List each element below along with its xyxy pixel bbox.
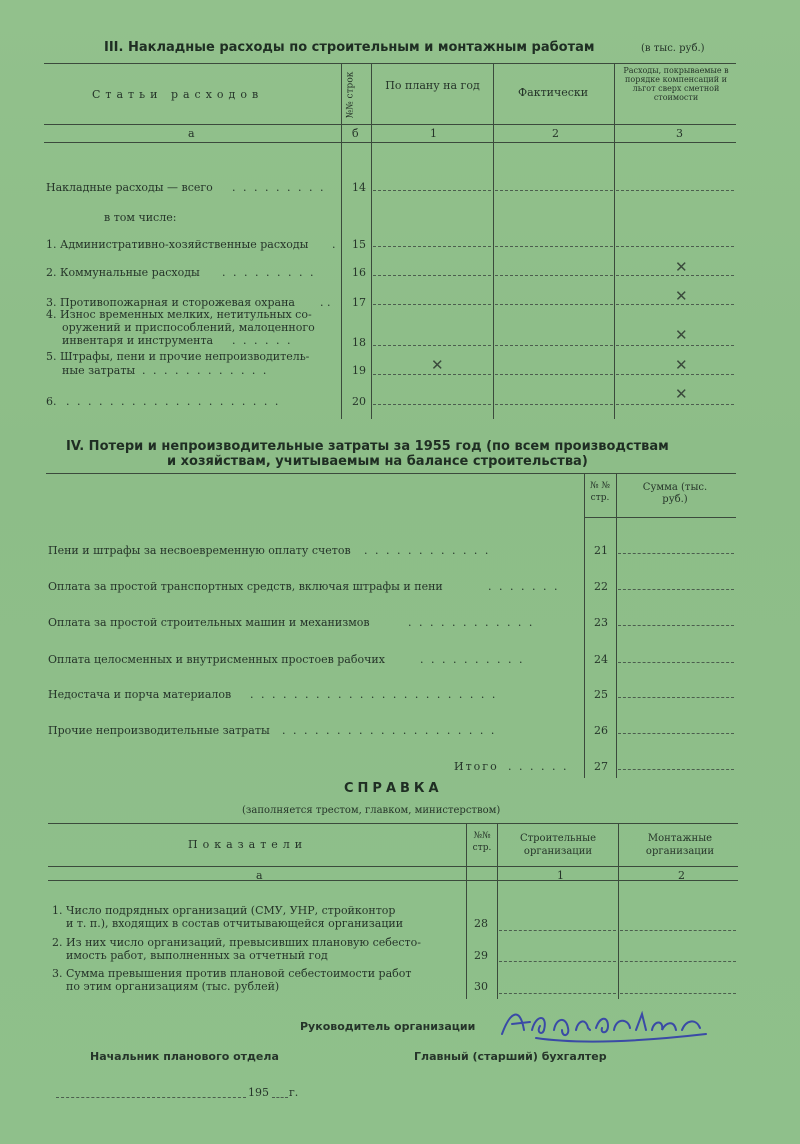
total-label: Итого (454, 760, 499, 773)
planning-head-label: Начальник планового отдела (90, 1050, 279, 1063)
s4-header-sum: Сумма (тыс. руб.) (642, 482, 708, 505)
code-3: 3 (676, 127, 683, 140)
section3-title: III. Накладные расходы по строительным и монтажным работам (104, 40, 595, 55)
head-label: Руководитель организации (300, 1020, 476, 1033)
code-1: 1 (430, 127, 437, 140)
code-2: 2 (552, 127, 559, 140)
row19-no: 19 (352, 364, 366, 377)
row22-no: 22 (594, 580, 608, 593)
row28-no: 28 (474, 917, 488, 930)
row25-label: Недостача и порча материалов (48, 688, 232, 701)
header-construction: Строительные организации (519, 833, 597, 857)
header-plan: По плану на год (385, 79, 480, 92)
row30-no: 30 (474, 980, 488, 993)
cross-mark-icon: ✕ (431, 356, 444, 374)
row19-label-line2: ные затраты (62, 364, 136, 377)
row29-label-line2: имость работ, выполненных за отчетный год (66, 949, 328, 962)
row24-label: Оплата целосменных и внутрисменных простоев рабочих (48, 653, 385, 666)
cross-mark-icon: ✕ (675, 385, 688, 403)
cross-mark-icon: ✕ (675, 258, 688, 276)
report-form-page: III. Накладные расходы по строительным и монтажным работам (в тыс. руб.) Статьи расходов №№ строк По плану на год Фактически Расходы, покрываемые в порядке компенсаций и льгот сверх сметной стоимости а б 1 2 3 Накладные расходы — всего . . . . . . . . . 14 в том числе: 1. Административно-хозяйственные расходы . 15 2. Коммунальные расходы . . . . . . . . . 16 ✕ 3. Противопожарная и сторожевая охрана . . 17 ✕ 4. Износ временных мелких, нетитульных со- оружений и приспособлений, малоценного инвентаря и инструмента . . . . . . 18 ✕ 5. Штрафы, пени и прочие непроизводитель- ные затраты . . . . . . . . . . . . 19 ✕ ✕ 6. . . . . . . . . . . . . . . . . . . . . 20 ✕ IV. Потери и непроизводительные затраты за 1955 год (по всем производствам и хозяйствам, учитываемым на балансе строительства) № № стр. Сумма (тыс. руб.) Пени и штрафы за несвоевременную оплату счетов . . . . . . . . . . . . 21 Оплата за простой транспортных средств, включая штрафы и пени . . . . . . . 22 Оплата за простой строительных машин и механизмов . . . . . . . . . . . . 23 Оплата целосменных и внутрисменных простоев рабочих . . . . . . . . . . 24 Недостача и порча материалов . . . . . . . . . . . . . . . . . . . . . . . 25 Прочие непроизводительные затраты . . . . . . . . . . . . . . . . . . . . 26 Итого . . . . . . 27 СПРАВКА (заполняется трестом, главком, министерством) Показатели №№ стр. Строительные организации Монтажные организации а 1 2 1. Число подрядных организаций (СМУ, УНР, стройконтор и т. п.), входящих в состав отчитывающейся организации 28 2. Из них число организаций, превысивших плановую себесто- имость работ, выполненных за отчетный год 29 3. Сумма превышения против плановой себестоимости работ по этим организациям (тыс. рублей) 30 Руководитель организации Начальник планового отдела Главный (старший) бухгалтер 195 г. (0, 0, 800, 1144)
row30-label-line1: 3. Сумма превышения против плановой себестоимости работ (52, 967, 412, 980)
header-installation: Монтажные организации (645, 833, 715, 857)
row19-label-line1: 5. Штрафы, пени и прочие непроизводитель- (46, 350, 310, 363)
cross-mark-icon: ✕ (675, 326, 688, 344)
header-indicators: Показатели (188, 838, 308, 851)
row23-no: 23 (594, 616, 608, 629)
spravka-title: СПРАВКА (344, 781, 443, 796)
row28-label-line2: и т. п.), входящих в состав отчитывающейся организации (66, 917, 404, 930)
spravka-code-a: а (256, 869, 263, 882)
row15-no: 15 (352, 238, 366, 251)
cross-mark-icon: ✕ (675, 356, 688, 374)
row15-label: 1. Административно-хозяйственные расходы (46, 238, 309, 251)
row17-label: 3. Противопожарная и сторожевая охрана (46, 296, 295, 309)
spravka-code-2: 2 (678, 869, 685, 882)
header-items: Статьи расходов (92, 88, 264, 101)
date-suffix: г. (289, 1086, 299, 1099)
including-label: в том числе: (104, 211, 177, 224)
header-fact: Фактически (518, 86, 589, 99)
row18-label-line3: инвентаря и инструмента (62, 334, 214, 347)
row18-no: 18 (352, 336, 366, 349)
row14-label: Накладные расходы — всего (46, 181, 213, 194)
header-row-no: №№ строк (345, 71, 356, 119)
section3-units: (в тыс. руб.) (641, 43, 705, 54)
section4-title-line1: IV. Потери и непроизводительные затраты за 1955 год (по всем производствам (66, 439, 669, 454)
row28-label-line1: 1. Число подрядных организаций (СМУ, УНР, стройконтор (52, 904, 396, 917)
date-year: 195 (248, 1086, 269, 1099)
code-b: б (352, 127, 359, 140)
handwritten-signature (496, 1000, 716, 1046)
row29-no: 29 (474, 949, 488, 962)
section4-title-line2: и хозяйствам, учитываемым на балансе строительства) (167, 454, 588, 469)
row16-no: 16 (352, 266, 366, 279)
row17-no: 17 (352, 296, 366, 309)
row29-label-line1: 2. Из них число организаций, превысивших плановую себесто- (52, 936, 421, 949)
row22-label: Оплата за простой транспортных средств, включая штрафы и пени (48, 580, 443, 593)
row26-no: 26 (594, 724, 608, 737)
spravka-code-1: 1 (557, 869, 564, 882)
spravka-subtitle: (заполняется трестом, главком, министерством) (242, 805, 501, 816)
row18-label-line1: 4. Износ временных мелких, нетитульных со- (46, 308, 312, 321)
row24-no: 24 (594, 653, 608, 666)
spravka-header-row-no: №№ стр. (472, 831, 492, 853)
row21-no: 21 (594, 544, 608, 557)
row20-label: 6. (46, 395, 57, 408)
cross-mark-icon: ✕ (675, 287, 688, 305)
header-covered: Расходы, покрываемые в порядке компенсаций и льгот сверх сметной стоимости (623, 66, 729, 102)
row21-label: Пени и штрафы за несвоевременную оплату счетов (48, 544, 351, 557)
row30-label-line2: по этим организациям (тыс. рублей) (66, 980, 280, 993)
row26-label: Прочие непроизводительные затраты (48, 724, 270, 737)
row25-no: 25 (594, 688, 608, 701)
accountant-label: Главный (старший) бухгалтер (414, 1050, 607, 1063)
row18-label-line2: оружений и приспособлений, малоценного (62, 321, 315, 334)
row16-label: 2. Коммунальные расходы (46, 266, 200, 279)
row20-no: 20 (352, 395, 366, 408)
row23-label: Оплата за простой строительных машин и механизмов (48, 616, 370, 629)
row14-no: 14 (352, 181, 366, 194)
s4-header-row-no: № № стр. (590, 481, 610, 503)
code-a: а (188, 127, 195, 140)
total-no: 27 (594, 760, 608, 773)
